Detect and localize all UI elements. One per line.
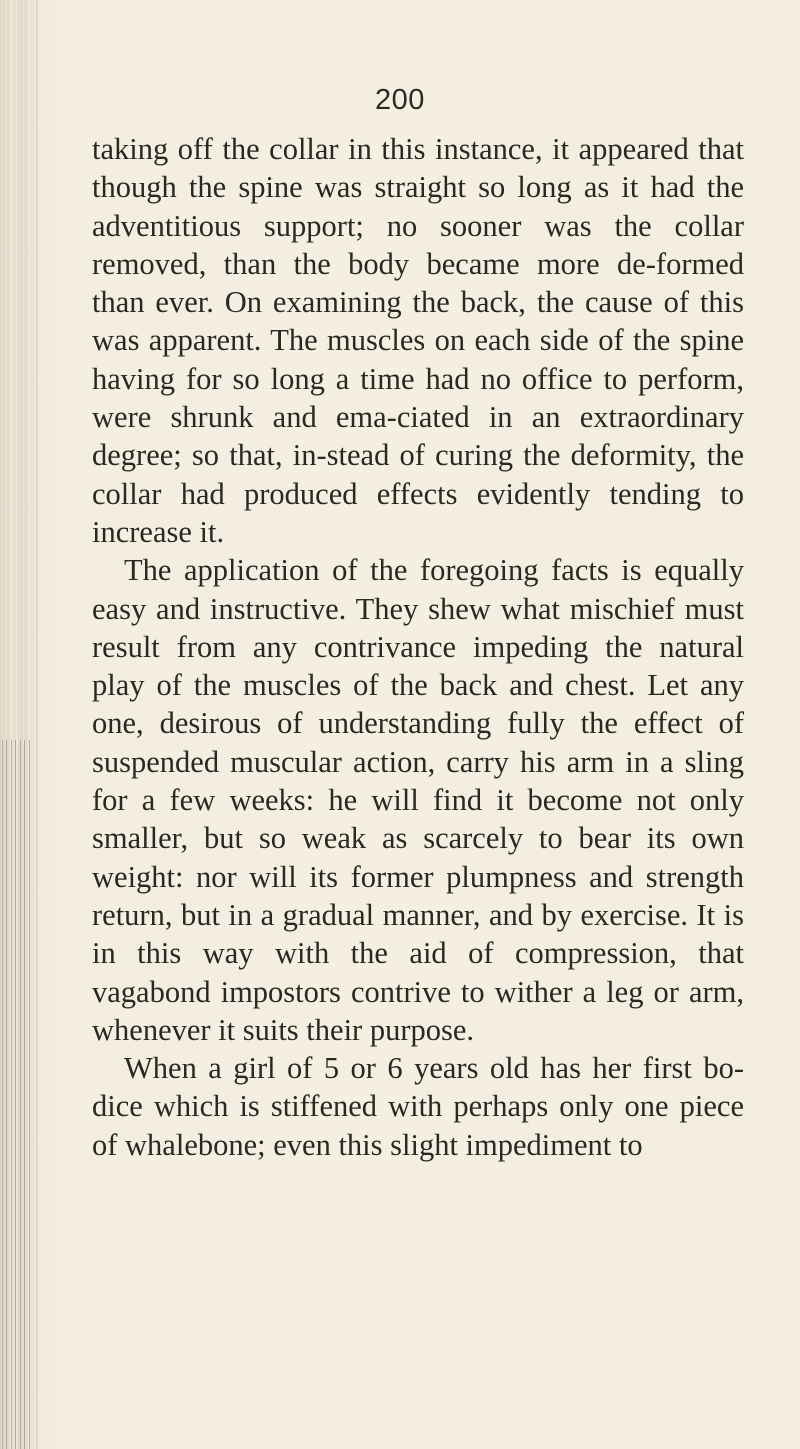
page-body <box>92 130 744 1164</box>
paragraph-2: The application of the foregoing facts is equally easy and instructive. They shew what mischief must result from any contrivance impeding the natural play of the muscles of the back and chest. Let any one, desirous of understanding fully the effect of suspended muscular action, carry his arm in a sling for a few weeks: he will find it become not only smaller, but so weak as scarcely to bear its own weight: nor will its former plumpness and strength return, but in a gradual manner, and by exercise. It is in this way with the aid of compression, that vagabond impostors contrive to wither a leg or arm, whenever it suits their purpose. <box>92 553 744 1047</box>
page-number: 200 <box>375 84 425 116</box>
binding-edge <box>2 740 32 1449</box>
paragraph-3: When a girl of 5 or 6 years old has her first bo-dice which is stiffened with perhaps only one piece of whalebone; even this slight impediment to <box>92 1051 744 1162</box>
paragraph-1: taking off the collar in this instance, it appeared that though the spine was straight so long as it had the adventitious support; no sooner was the collar removed, than the body became more de-formed than ever. On examining the back, the cause of this was apparent. The muscles on each side of the spine having for so long a time had no office to perform, were shrunk and ema-ciated in an extraordinary degree; so that, in-stead of curing the deformity, the collar had produced effects evidently tending to increase it. <box>92 132 744 549</box>
